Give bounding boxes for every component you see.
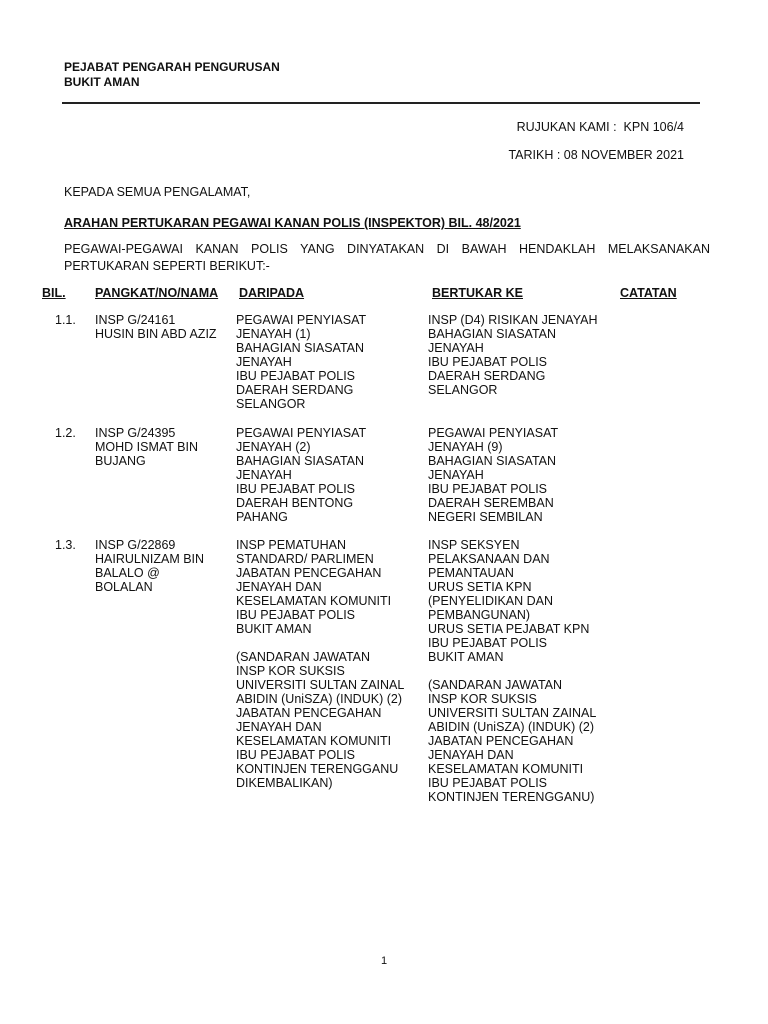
row-3-from: INSP PEMATUHAN STANDARD/ PARLIMEN JABATAN PENCEGAHAN JENAYAH DAN KESELAMATAN KOMUNITI IBU PEJABAT POLIS BUKIT AMAN (SANDARAN JAWATAN INSP KOR SUKSIS UNIVERSITI SULTAN ZAINAL ABIDIN (UniSZA) (INDUK) (2) JABATAN PENCEGAHAN JENAYAH DAN KESELAMATAN KOMUNITI IBU PEJABAT POLIS KONTINJEN TERENGGANU DIKEMBALIKAN)	[236, 538, 405, 790]
row-1-officer: INSP G/24161 HUSIN BIN ABD AZIZ	[95, 313, 217, 341]
row-3-to: INSP SEKSYEN PELAKSANAAN DAN PEMANTAUAN URUS SETIA KPN (PENYELIDIKAN DAN PEMBANGUNAN) URUS SETIA PEJABAT KPN IBU PEJABAT POLIS BUKIT AMAN (SANDARAN JAWATAN INSP KOR SUKSIS UNIVERSITI SULTAN ZAINAL ABIDIN (UniSZA) (INDUK) (2) JABATAN PENCEGAHAN JENAYAH DAN KESELAMATAN KOMUNITI IBU PEJABAT POLIS KONTINJEN TERENGGANU)	[428, 538, 597, 804]
subject-heading: ARAHAN PERTUKARAN PEGAWAI KANAN POLIS (INSPEKTOR) BIL. 48/2021	[64, 216, 521, 230]
row-2-officer: INSP G/24395 MOHD ISMAT BIN BUJANG	[95, 426, 199, 468]
row-3-bil: 1.3.	[55, 538, 76, 552]
row-2-from: PEGAWAI PENYIASAT JENAYAH (2) BAHAGIAN SIASATAN JENAYAH IBU PEJABAT POLIS DAERAH BENTONG PAHANG	[236, 426, 367, 524]
letterhead-line-1: PEJABAT PENGARAH PENGURUSAN	[64, 60, 280, 74]
row-2-bil: 1.2.	[55, 426, 76, 440]
letterhead	[64, 60, 280, 90]
addressee: KEPADA SEMUA PENGALAMAT,	[64, 185, 251, 199]
reference-number: RUJUKAN KAMI : KPN 106/4	[516, 120, 684, 134]
column-header-bil: BIL.	[42, 286, 66, 300]
letterhead-line-2: BUKIT AMAN	[64, 75, 140, 89]
letter-date: TARIKH : 08 NOVEMBER 2021	[508, 148, 684, 162]
header-divider	[62, 102, 700, 104]
column-header-daripada: DARIPADA	[239, 286, 305, 300]
column-header-catatan: CATATAN	[620, 286, 677, 300]
row-1-bil: 1.1.	[55, 313, 76, 327]
column-header-pangkat: PANGKAT/NO/NAMA	[95, 286, 219, 300]
row-2-to: PEGAWAI PENYIASAT JENAYAH (9) BAHAGIAN SIASATAN JENAYAH IBU PEJABAT POLIS DAERAH SEREMBAN NEGERI SEMBILAN	[428, 426, 559, 524]
row-1-from: PEGAWAI PENYIASAT JENAYAH (1) BAHAGIAN SIASATAN JENAYAH IBU PEJABAT POLIS DAERAH SERDANG SELANGOR	[236, 313, 367, 411]
page-number: 1	[380, 955, 388, 967]
column-header-bertukar: BERTUKAR KE	[432, 286, 523, 300]
intro-paragraph: PEGAWAI-PEGAWAI KANAN POLIS YANG DINYATAKAN DI BAWAH HENDAKLAH MELAKSANAKAN PERTUKARAN SEPERTI BERIKUT:-	[64, 242, 710, 273]
row-3-officer: INSP G/22869 HAIRULNIZAM BIN BALALO @ BOLALAN	[95, 538, 205, 594]
row-1-to: INSP (D4) RISIKAN JENAYAH BAHAGIAN SIASATAN JENAYAH IBU PEJABAT POLIS DAERAH SERDANG SELANGOR	[428, 313, 598, 397]
